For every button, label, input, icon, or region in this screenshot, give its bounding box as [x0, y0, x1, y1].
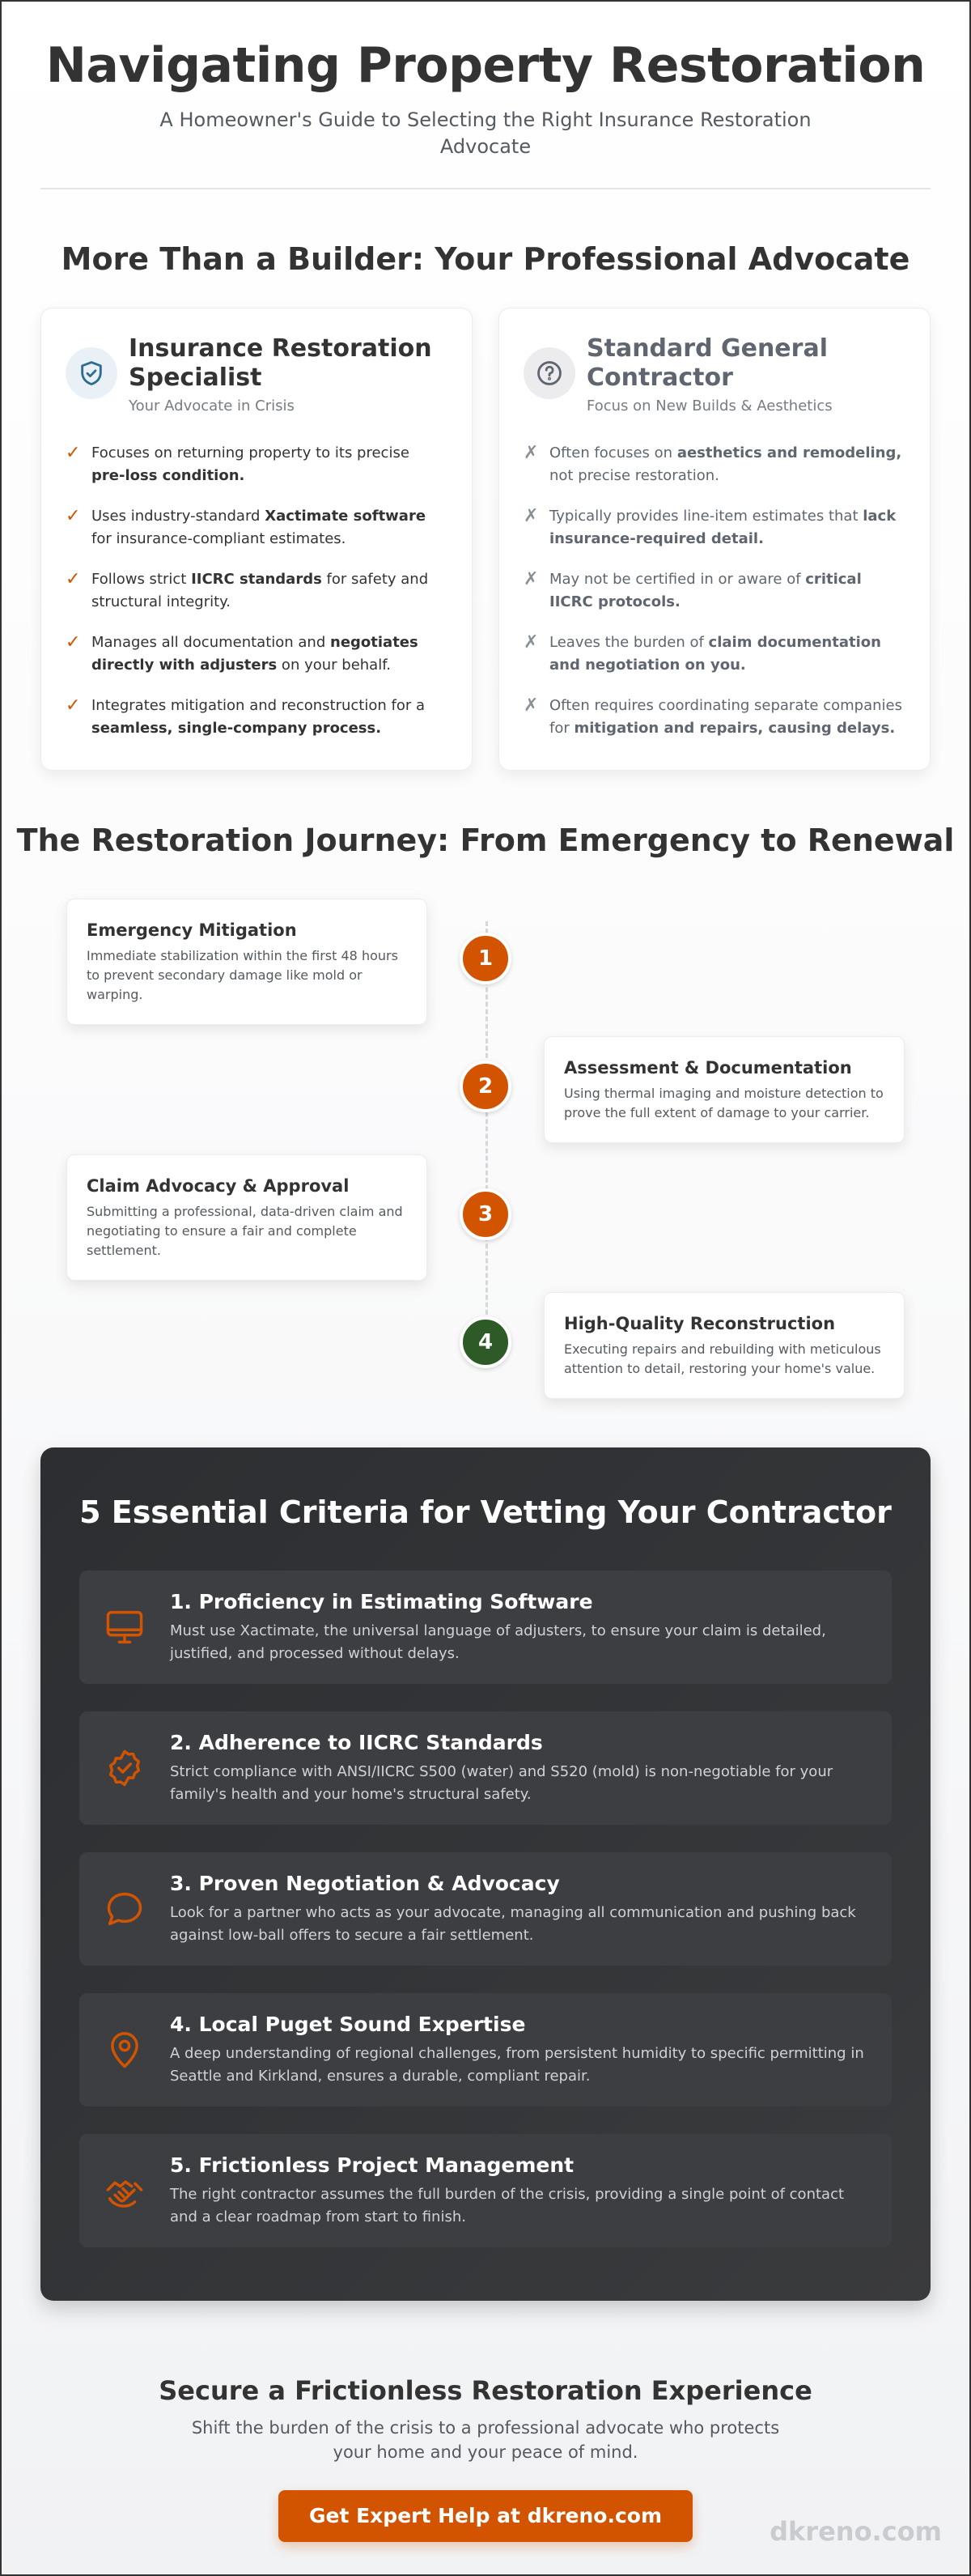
- point-emphasis: IICRC standards: [191, 571, 322, 588]
- criteria-item: [79, 2134, 892, 2247]
- criteria-title: 2. Adherence to IICRC Standards: [170, 1730, 543, 1754]
- timeline-step-card: [66, 899, 427, 1025]
- point-text-run: not precise restoration.: [549, 467, 719, 484]
- point-text: [91, 505, 447, 550]
- cta-button[interactable]: Get Expert Help at dkreno.com: [278, 2490, 693, 2542]
- comparison-point: [524, 442, 905, 487]
- criteria-item: [79, 1711, 892, 1825]
- point-text-run: Often focuses on: [549, 444, 677, 461]
- comparison-point: [524, 568, 905, 614]
- criteria-description: Must use Xactimate, the universal language of adjusters, to ensure your claim is detailed, justified, and processed without delays.: [170, 1622, 826, 1662]
- step-description: Immediate stabilization within the first 48 hours to prevent secondary damage like mold or warping.: [87, 948, 398, 1002]
- check-icon: ✓: [66, 695, 81, 716]
- page-subtitle: A Homeowner's Guide to Selecting the Right Insurance Restoration Advocate: [159, 108, 812, 158]
- timeline: [2, 899, 971, 1433]
- criteria-title: 1. Proficiency in Estimating Software: [170, 1589, 593, 1613]
- point-text-run: on your behalf.: [277, 657, 391, 674]
- contractor-card: [498, 308, 931, 771]
- point-emphasis: claim documentation and negotiation on you.: [549, 634, 881, 674]
- page-title: Navigating Property Restoration: [45, 37, 926, 94]
- chat-bubble-icon: [102, 1886, 147, 1932]
- point-text: [91, 631, 447, 677]
- criteria-heading: 5 Essential Criteria for Vetting Your Contractor: [79, 1494, 892, 1530]
- cross-icon: ✗: [524, 695, 539, 716]
- journey-heading: The Restoration Journey: From Emergency to Renewal: [16, 823, 955, 858]
- comparison-point: [66, 568, 447, 614]
- timeline-step-card: [544, 1292, 905, 1399]
- point-text: [549, 695, 905, 740]
- criteria-description: Look for a partner who acts as your advocate, managing all communication and pushing back against low-ball offers to secure a fair settlement.: [170, 1903, 856, 1944]
- step-description: Submitting a professional, data-driven claim and negotiating to ensure a fair and complete settlement.: [87, 1204, 403, 1258]
- comparison-section: [2, 241, 969, 771]
- point-text: [549, 631, 905, 677]
- timeline-step-card: [544, 1036, 905, 1143]
- point-text-run: Manages all documentation and: [91, 634, 330, 651]
- criteria-description: Strict compliance with ANSI/IICRC S500 (water) and S520 (mold) is non-negotiable for your family's health and your home's structural safety.: [170, 1762, 833, 1803]
- site-watermark: dkreno.com: [770, 2516, 942, 2547]
- point-emphasis: seamless, single-company process.: [91, 720, 382, 737]
- point-text-run: for safety and structural integrity.: [91, 571, 429, 610]
- cross-icon: ✗: [524, 443, 539, 463]
- cross-icon: ✗: [524, 506, 539, 526]
- comparison-point: [66, 695, 447, 740]
- comparison-cards: [40, 308, 931, 771]
- header-divider: [40, 188, 931, 189]
- step-number-badge: 2: [460, 1061, 511, 1112]
- criteria-item: [79, 1571, 892, 1684]
- point-text: [549, 505, 905, 550]
- contractor-subtitle: Focus on New Builds & Aesthetics: [587, 397, 833, 414]
- point-emphasis: pre-loss condition.: [91, 467, 245, 484]
- cta-description: Shift the burden of the crisis to a professional advocate who protects your home and your peace of mind.: [191, 2418, 780, 2462]
- map-pin-icon: [102, 2027, 147, 2072]
- cta-title: Secure a Frictionless Restoration Experience: [159, 2375, 812, 2406]
- step-number-badge: 1: [460, 933, 511, 984]
- comparison-point: [66, 631, 447, 677]
- point-text-run: Focuses on returning property to its precise: [91, 444, 409, 461]
- specialist-card: [40, 308, 473, 771]
- point-text-run: May not be certified in or aware of: [549, 571, 806, 588]
- point-emphasis: mitigation and repairs, causing delays.: [574, 720, 896, 737]
- step-number-badge: 3: [460, 1188, 511, 1240]
- check-icon: ✓: [66, 569, 81, 589]
- point-text: [91, 568, 447, 614]
- point-text-run: Uses industry-standard: [91, 508, 265, 525]
- point-text-run: for insurance-compliant estimates.: [91, 530, 346, 547]
- specialist-subtitle: Your Advocate in Crisis: [129, 397, 295, 414]
- criteria-description: A deep understanding of regional challenges, from persistent humidity to specific permitting in Seattle and Kirkland, ensures a durable, compliant repair.: [170, 2044, 864, 2085]
- cross-icon: ✗: [524, 632, 539, 653]
- point-text-run: Follows strict: [91, 571, 192, 588]
- criteria-list: [40, 1571, 931, 2247]
- step-title: Assessment & Documentation: [564, 1058, 852, 1078]
- point-text: [549, 568, 905, 614]
- monitor-icon: [102, 1605, 147, 1650]
- step-title: Claim Advocacy & Approval: [87, 1176, 350, 1196]
- cross-icon: ✗: [524, 569, 539, 589]
- comparison-point: [66, 442, 447, 487]
- step-description: Executing repairs and rebuilding with meticulous attention to detail, restoring your home's value.: [564, 1341, 881, 1376]
- point-text: [91, 695, 447, 740]
- timeline-line: [486, 921, 488, 1358]
- step-title: High-Quality Reconstruction: [564, 1314, 836, 1333]
- point-text: [91, 442, 447, 487]
- point-text: [549, 442, 905, 487]
- criteria-title: 3. Proven Negotiation & Advocacy: [170, 1871, 560, 1895]
- check-icon: ✓: [66, 632, 81, 653]
- comparison-point: [524, 505, 905, 550]
- specialist-card-header: [66, 334, 447, 414]
- point-text-run: Typically provides line-item estimates that: [549, 508, 863, 525]
- point-text-run: Integrates mitigation and reconstruction for a: [91, 697, 426, 714]
- point-emphasis: lack insurance-required detail.: [549, 508, 897, 547]
- check-icon: ✓: [66, 506, 81, 526]
- handshake-icon: [102, 2168, 147, 2213]
- point-text-run: Often requires coordinating separate companies for: [549, 697, 902, 737]
- criteria-panel: [40, 1447, 931, 2301]
- point-emphasis: aesthetics and remodeling,: [676, 444, 902, 461]
- point-emphasis: critical IICRC protocols.: [549, 571, 862, 610]
- criteria-item: [79, 1852, 892, 1966]
- step-title: Emergency Mitigation: [87, 920, 297, 940]
- contractor-points: [524, 442, 905, 740]
- contractor-title: Standard General Contractor: [587, 334, 828, 392]
- comparison-point: [524, 631, 905, 677]
- comparison-point: [524, 695, 905, 740]
- criteria-item: [79, 1993, 892, 2106]
- criteria-title: 4. Local Puget Sound Expertise: [170, 2012, 526, 2036]
- comparison-point: [66, 505, 447, 550]
- badge-check-icon: [102, 1745, 147, 1791]
- question-circle-icon: [524, 347, 575, 399]
- step-description: Using thermal imaging and moisture detection to prove the full extent of damage to your carrier.: [564, 1086, 884, 1120]
- step-number-badge: 4: [460, 1316, 511, 1368]
- point-text-run: Leaves the burden of: [549, 634, 709, 651]
- point-emphasis: Xactimate software: [265, 508, 426, 525]
- criteria-description: The right contractor assumes the full burden of the crisis, providing a single point of contact and a clear roadmap from start to finish.: [170, 2185, 845, 2225]
- shield-check-icon: [66, 347, 117, 399]
- criteria-title: 5. Frictionless Project Management: [170, 2153, 575, 2177]
- check-icon: ✓: [66, 443, 81, 463]
- page-header: [2, 2, 969, 189]
- timeline-step-card: [66, 1154, 427, 1281]
- point-emphasis: negotiates directly with adjusters: [91, 634, 418, 674]
- comparison-heading: More Than a Builder: Your Professional Advocate: [61, 241, 910, 277]
- contractor-card-header: [524, 334, 905, 414]
- specialist-title: Insurance Restoration Specialist: [129, 334, 432, 392]
- specialist-points: [66, 442, 447, 740]
- journey-section: [2, 823, 969, 1433]
